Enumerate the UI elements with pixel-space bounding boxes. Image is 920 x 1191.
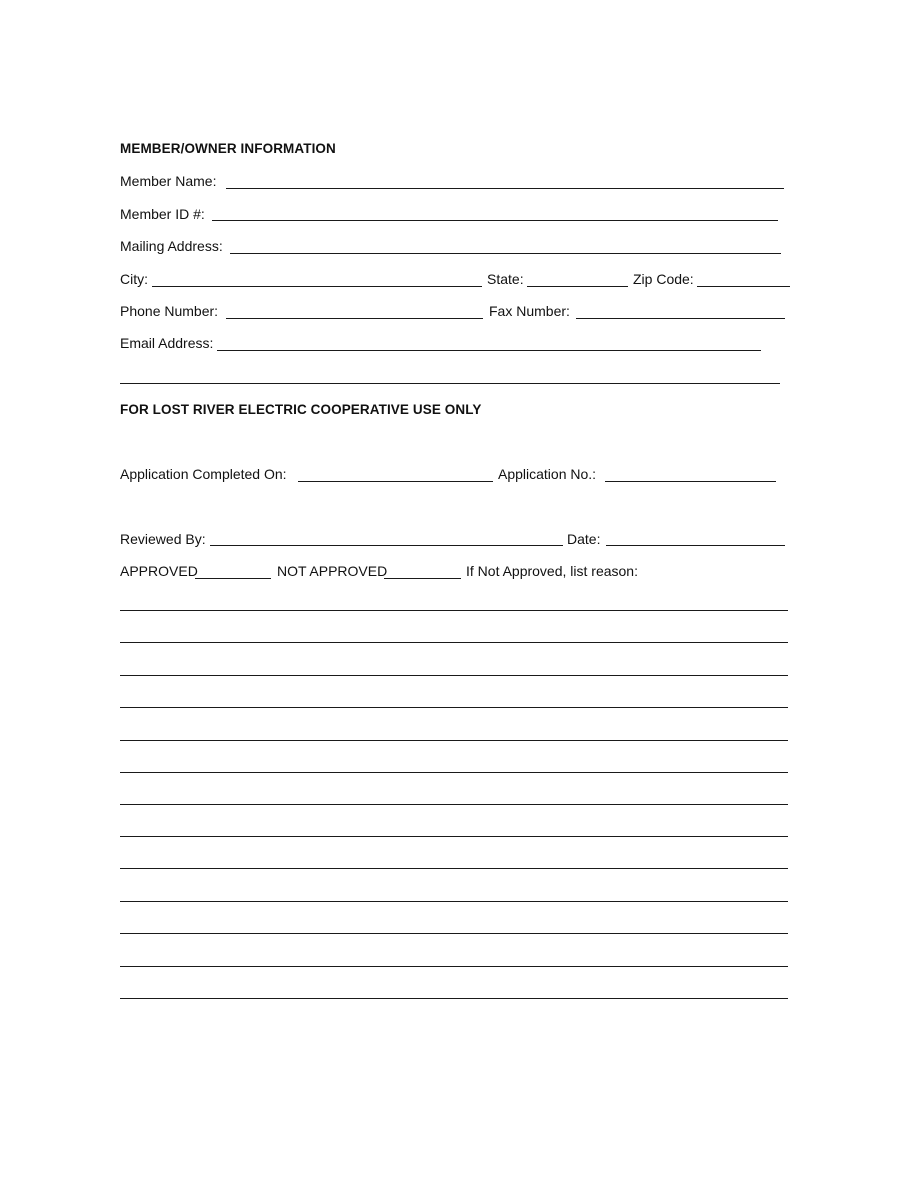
city-label: City: bbox=[120, 271, 148, 287]
coop-use-heading: FOR LOST RIVER ELECTRIC COOPERATIVE USE ONLY bbox=[120, 402, 482, 417]
phone-number-label: Phone Number: bbox=[120, 303, 219, 319]
mailing-address-line[interactable] bbox=[230, 253, 781, 254]
member-id-label: Member ID #: bbox=[120, 206, 205, 222]
application-completed-line[interactable] bbox=[298, 481, 493, 482]
zip-code-line[interactable] bbox=[697, 286, 790, 287]
fax-number-line[interactable] bbox=[576, 318, 785, 319]
application-completed-label: Application Completed On: bbox=[120, 466, 287, 482]
reason-line[interactable] bbox=[120, 740, 788, 741]
reason-line[interactable] bbox=[120, 707, 788, 708]
reason-line[interactable] bbox=[120, 901, 788, 902]
section-divider bbox=[120, 383, 780, 384]
reason-line[interactable] bbox=[120, 772, 788, 773]
reason-line[interactable] bbox=[120, 998, 788, 999]
reason-line[interactable] bbox=[120, 933, 788, 934]
not-approved-line[interactable] bbox=[384, 578, 461, 579]
email-address-label: Email Address: bbox=[120, 335, 214, 351]
approved-label: APPROVED bbox=[120, 563, 198, 579]
reviewed-by-line[interactable] bbox=[210, 545, 563, 546]
phone-number-line[interactable] bbox=[226, 318, 483, 319]
reason-line[interactable] bbox=[120, 836, 788, 837]
state-line[interactable] bbox=[527, 286, 628, 287]
email-address-line[interactable] bbox=[217, 350, 761, 351]
not-approved-label: NOT APPROVED bbox=[277, 563, 388, 579]
application-no-label: Application No.: bbox=[498, 466, 597, 482]
date-label: Date: bbox=[567, 531, 601, 547]
fax-number-label: Fax Number: bbox=[489, 303, 570, 319]
state-label: State: bbox=[487, 271, 524, 287]
if-not-approved-label: If Not Approved, list reason: bbox=[466, 563, 638, 579]
zip-code-label: Zip Code: bbox=[633, 271, 694, 287]
reason-line[interactable] bbox=[120, 675, 788, 676]
mailing-address-label: Mailing Address: bbox=[120, 238, 223, 254]
member-owner-heading: MEMBER/OWNER INFORMATION bbox=[120, 141, 336, 156]
member-id-line[interactable] bbox=[212, 220, 778, 221]
date-line[interactable] bbox=[606, 545, 785, 546]
member-name-line[interactable] bbox=[226, 188, 784, 189]
application-no-line[interactable] bbox=[605, 481, 776, 482]
city-line[interactable] bbox=[152, 286, 482, 287]
reason-line[interactable] bbox=[120, 804, 788, 805]
member-name-label: Member Name: bbox=[120, 173, 217, 189]
reviewed-by-label: Reviewed By: bbox=[120, 531, 206, 547]
reason-line[interactable] bbox=[120, 610, 788, 611]
reason-line[interactable] bbox=[120, 868, 788, 869]
reason-line[interactable] bbox=[120, 966, 788, 967]
reason-line[interactable] bbox=[120, 642, 788, 643]
approved-line[interactable] bbox=[195, 578, 271, 579]
